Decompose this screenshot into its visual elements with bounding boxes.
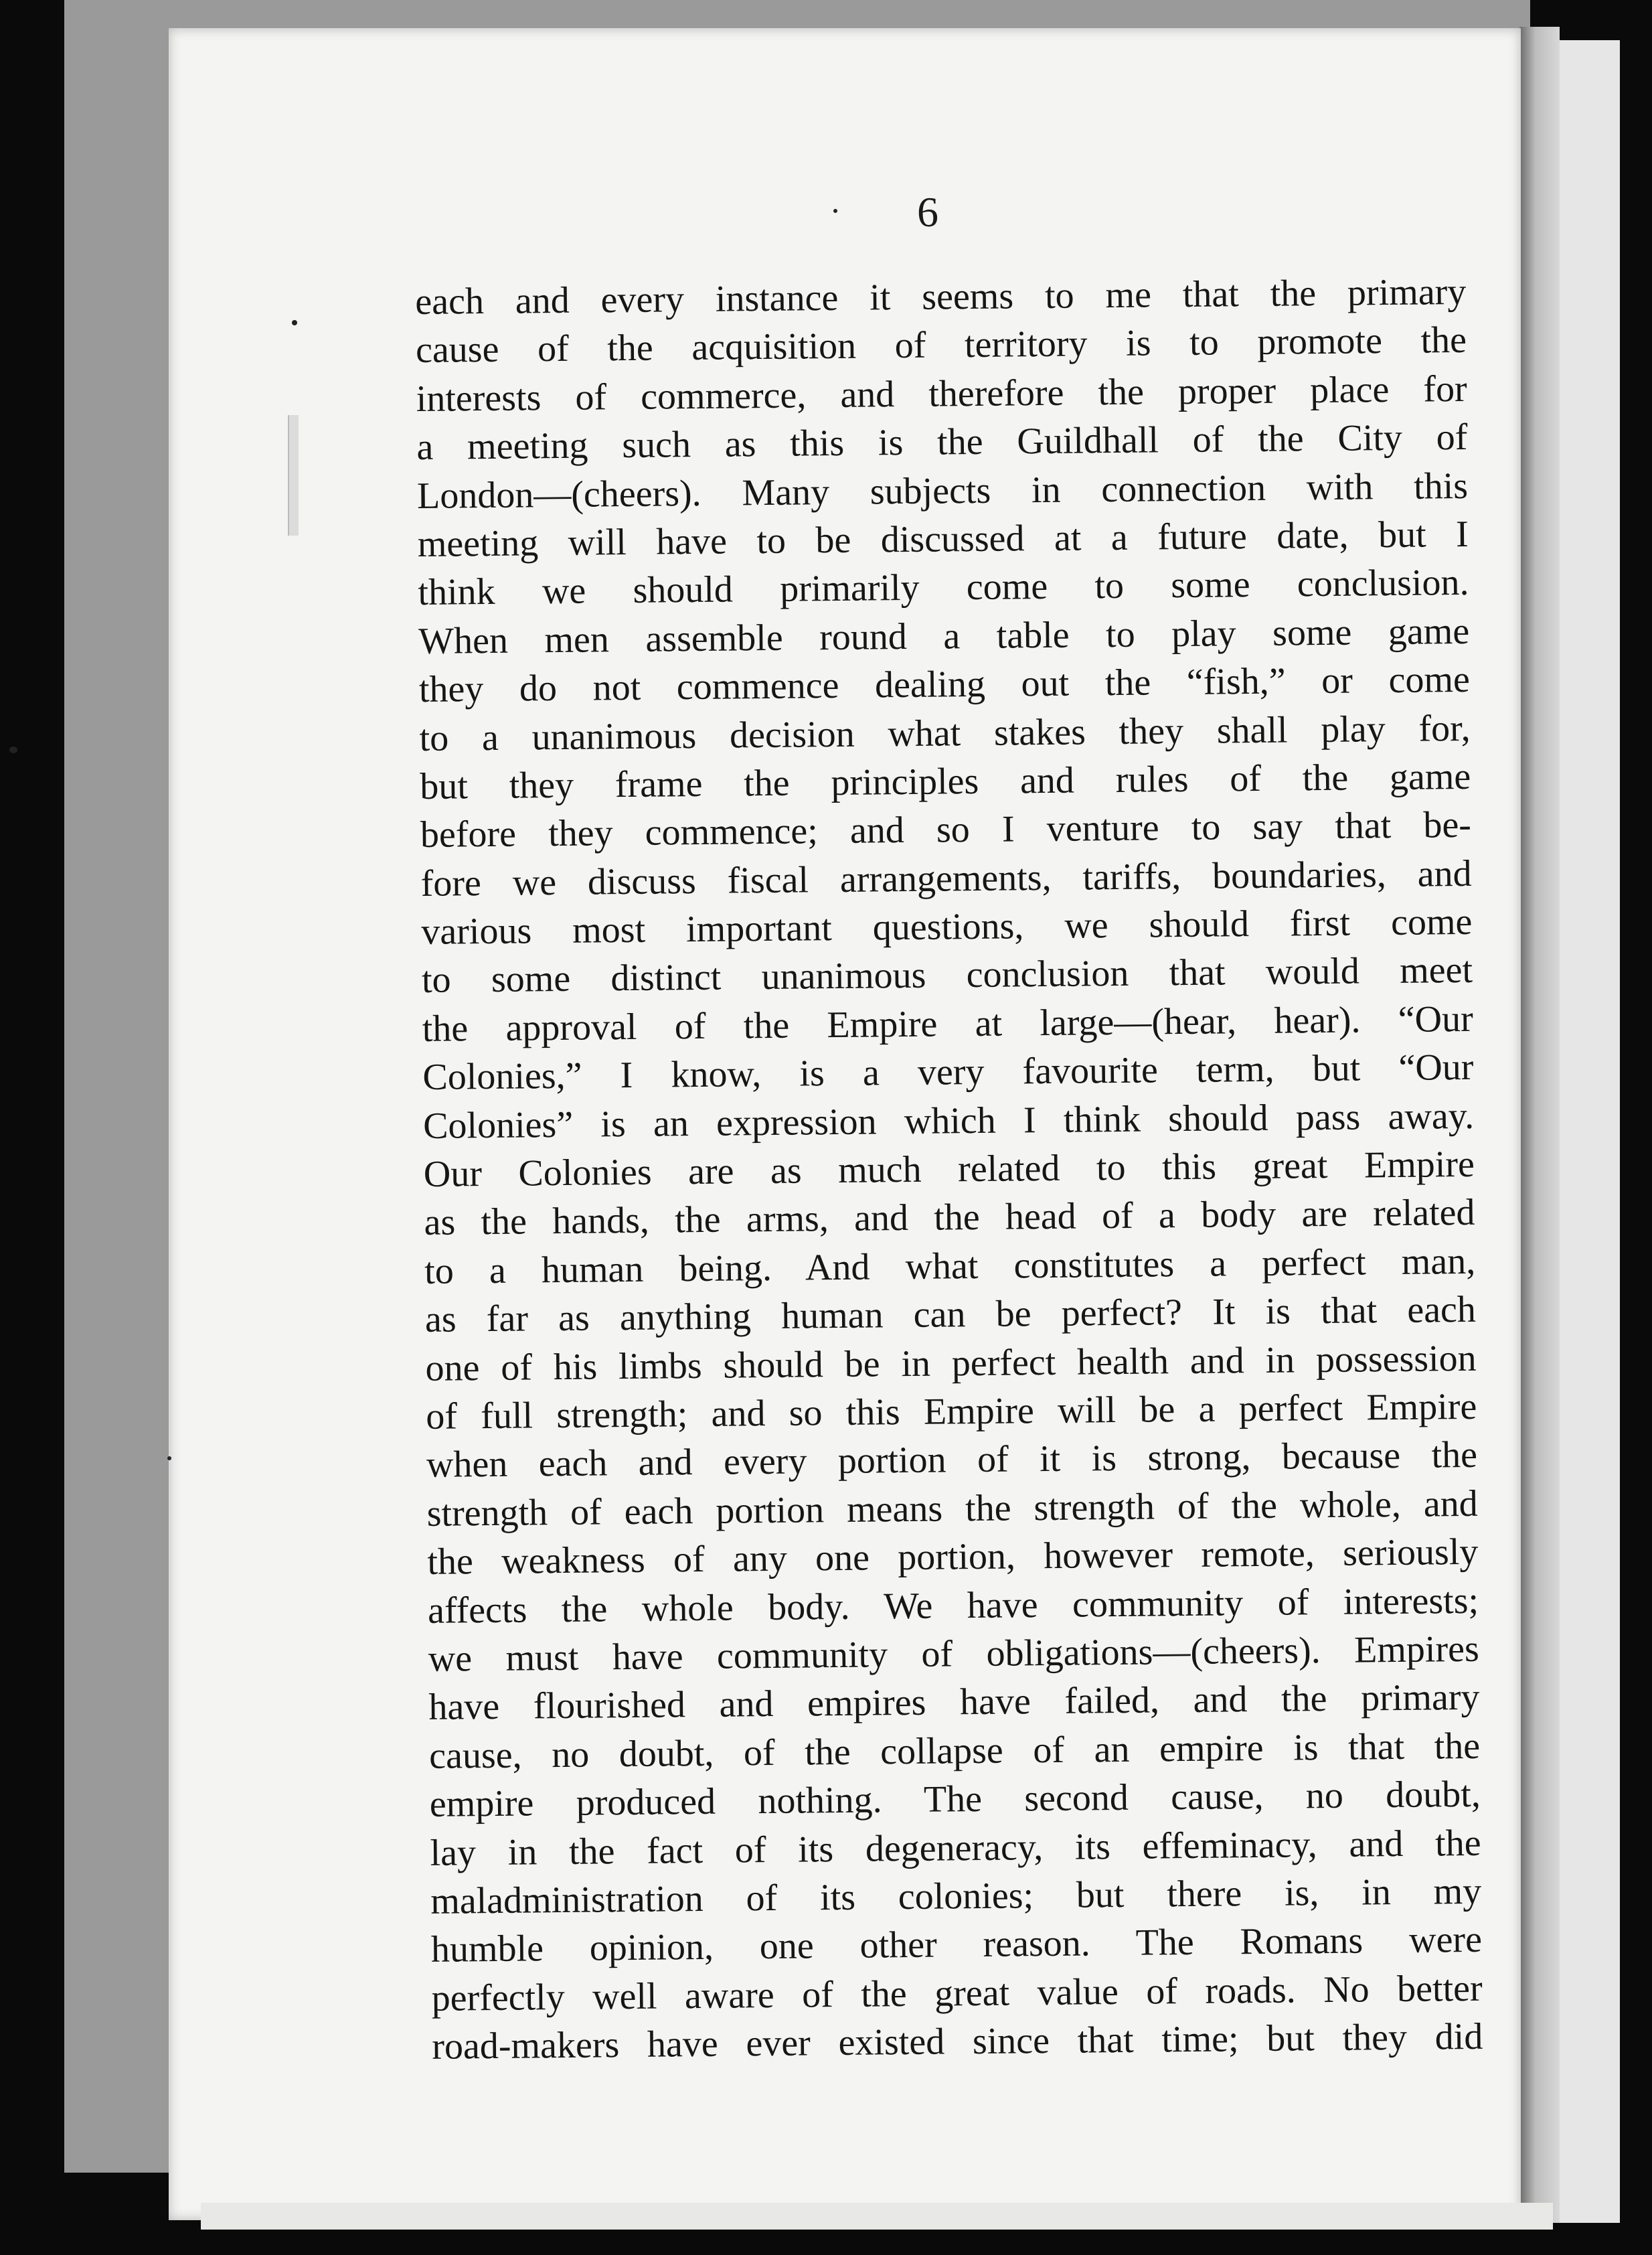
page-edge-shadow [1519,27,1560,2223]
text-line: but they frame the principles and rules of the game [419,755,1471,807]
text-line: humble opinion, one other reason. The Romans were [430,1919,1483,1971]
text-line: cause, no doubt, of the collapse of an empire is that the [428,1725,1481,1777]
text-line: have flourished and empires have failed, and the primary [428,1677,1480,1729]
text-line: various most important questions, we should first come [421,901,1473,953]
text-line: affects the whole body. We have community of interests; [427,1579,1479,1632]
text-line: empire produced nothing. The second cause, no doubt, [429,1773,1481,1826]
text-line: perfectly well aware of the great value of roads. No better [431,1967,1483,2019]
text-line: one of his limbs should be in perfect health and in possession [425,1337,1477,1389]
text-line: strength of each portion means the strength of the whole, and [426,1482,1478,1535]
text-line: road-makers have ever existed since that time; but they did [432,2015,1483,2068]
scan-speck [833,209,837,213]
text-line: London—(cheers). Many subjects in connection with this [416,465,1469,517]
text-line: think we should primarily come to some conclusion. [418,562,1469,614]
text-line: to some distinct unanimous conclusion that would meet [421,949,1473,1002]
text-line: fore we discuss fiscal arrangements, tariffs, boundaries, and [420,852,1472,905]
text-line: to a human being. And what constitutes a perfect man, [424,1240,1476,1292]
text-line: each and every instance it seems to me that the primary [415,270,1467,323]
text-line: meeting will have to be discussed at a future date, but I [417,513,1469,565]
text-line: we must have community of obligations—(cheers). Empires [428,1628,1480,1680]
page-edge-margin [1560,40,1620,2223]
text-line: lay in the fact of its degeneracy, its effeminacy, and the [430,1822,1481,1874]
text-line: as the hands, the arms, and the head of a body are related [424,1192,1475,1244]
page-number: 6 [917,188,939,236]
text-line: Our Colonies are as much related to this great Empire [423,1143,1475,1195]
text-line: Colonies,” I know, is a very favourite term, but “Our [422,1046,1474,1099]
text-line: before they commence; and so I venture to say that be- [420,804,1472,856]
text-line: as far as anything human can be perfect? It is that each [424,1289,1477,1341]
text-line: a meeting such as this is the Guildhall of the City of [416,416,1468,469]
text-line: when each and every portion of it is strong, because the [426,1434,1478,1486]
text-line: Colonies” is an expression which I think should pass away. [422,1095,1475,1147]
text-line: the approval of the Empire at large—(hear, hear). “Our [422,998,1473,1050]
scan-speck [292,320,297,325]
text-line: they do not commence dealing out the “fish,” or come [418,659,1471,711]
scan-speck [167,1456,171,1460]
text-line: cause of the acquisition of territory is to promote the [415,319,1467,372]
page-bottom-edge [201,2203,1553,2230]
text-line: When men assemble round a table to play some game [418,610,1470,662]
text-line: of full strength; and so this Empire will be a perfect Empire [426,1385,1477,1437]
text-line: maladministration of its colonies; but there is, in my [430,1870,1482,1922]
binding-mark [288,415,299,536]
body-text [415,268,1483,2071]
text-line: to a unanimous decision what stakes they shall play for, [419,707,1471,759]
scan-speck [9,747,17,753]
text-line: interests of commerce, and therefore the proper place for [416,368,1467,420]
text-line: the weakness of any one portion, however remote, seriously [427,1531,1479,1583]
